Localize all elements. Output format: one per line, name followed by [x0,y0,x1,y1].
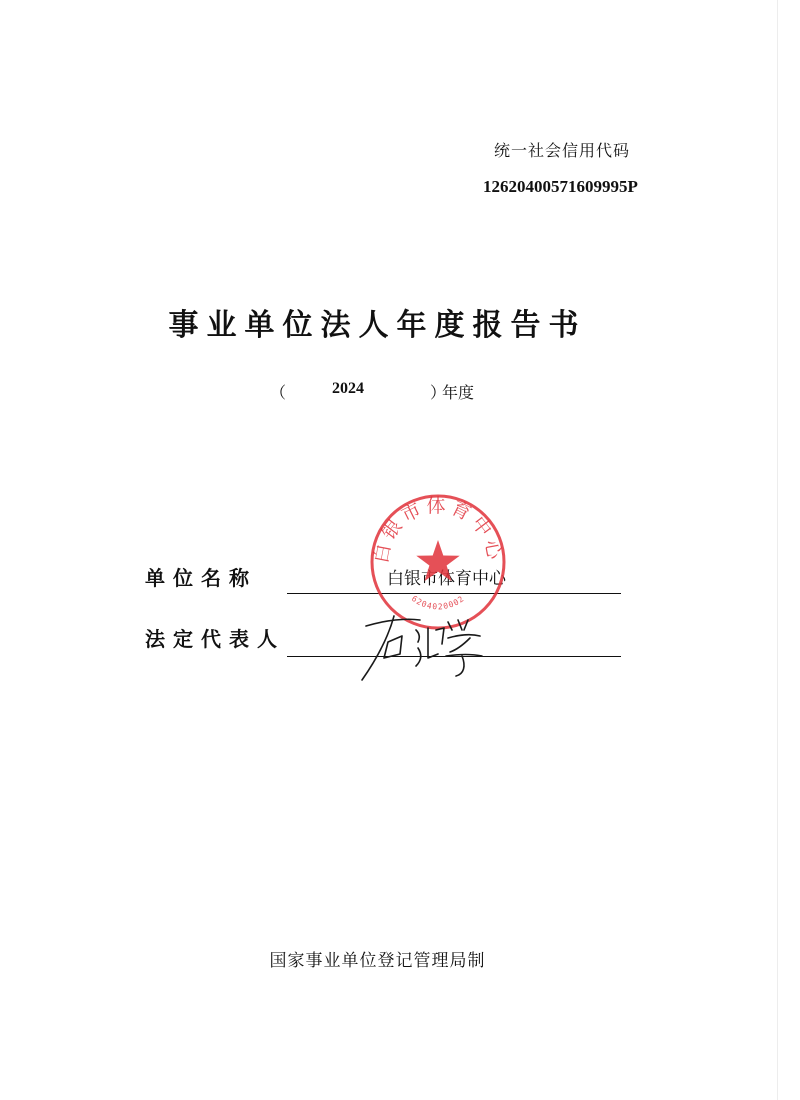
report-year: 2024 [332,380,364,397]
legal-representative-label: 法定代表人 [145,627,285,651]
year-suffix: 年度 [442,383,475,402]
unit-name-label: 单位名称 [145,566,257,590]
unit-name-value: 白银市体育中心 [387,569,506,589]
credit-code-label: 统一社会信用代码 [494,141,631,160]
page-edge [777,0,778,1100]
report-year-line [270,380,500,404]
seal-number: 6204020002 [409,593,467,612]
document-title: 事业单位法人年度报告书 [168,308,587,343]
credit-code-value: 12620400571609995P [483,177,638,196]
year-close-paren: ） [430,383,447,402]
issuing-authority: 国家事业单位登记管理局制 [269,951,486,971]
year-open-paren: （ [270,383,287,402]
seal-text: 白银市体育中心 [370,494,506,565]
seal-star-icon [416,540,459,581]
handwritten-signature [358,608,488,686]
